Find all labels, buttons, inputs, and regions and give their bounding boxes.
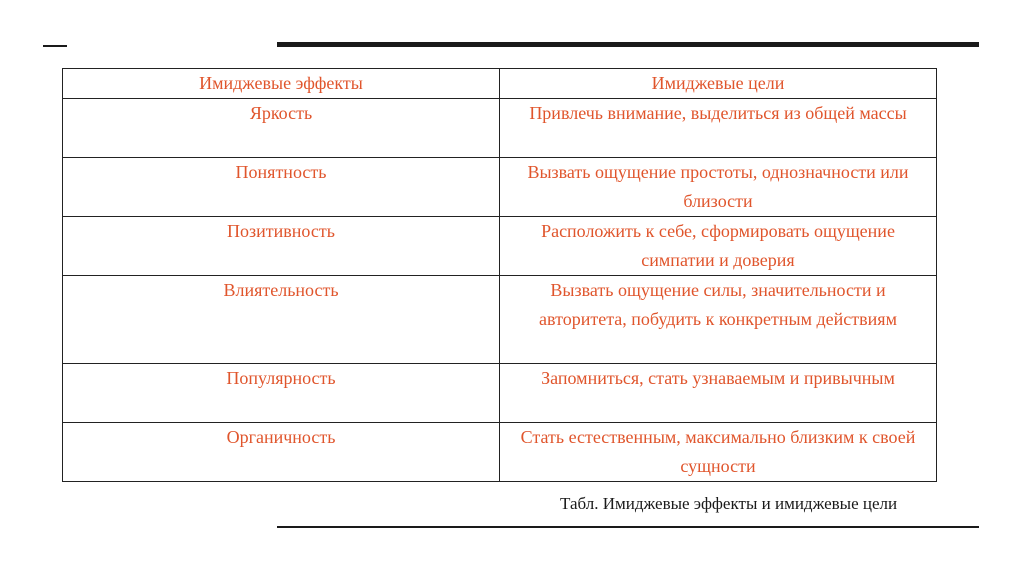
table-row <box>63 276 937 364</box>
effect-cell: Понятность <box>63 158 500 217</box>
goal-cell: Вызвать ощущение простоты, однозначности или близости <box>500 158 937 217</box>
effect-cell: Популярность <box>63 364 500 423</box>
table-row <box>63 158 937 217</box>
table-row <box>63 217 937 276</box>
goal-cell: Стать естественным, максимально близким к своей сущности <box>500 423 937 482</box>
header-effects: Имиджевые эффекты <box>63 69 500 99</box>
effect-cell: Органичность <box>63 423 500 482</box>
table-row <box>63 364 937 423</box>
effect-cell: Влиятельность <box>63 276 500 364</box>
effect-cell: Яркость <box>63 99 500 158</box>
table-caption: Табл. Имиджевые эффекты и имиджевые цели <box>560 494 898 513</box>
goal-cell: Вызвать ощущение силы, значительности и авторитета, побудить к конкретным действиям <box>500 276 937 364</box>
table-row <box>63 423 937 482</box>
short-decorative-rule <box>43 45 67 47</box>
goal-cell: Привлечь внимание, выделиться из общей массы <box>500 99 937 158</box>
goal-cell: Запомниться, стать узнаваемым и привычным <box>500 364 937 423</box>
effect-cell: Позитивность <box>63 217 500 276</box>
header-goals: Имиджевые цели <box>500 69 937 99</box>
goal-cell: Расположить к себе, сформировать ощущение симпатии и доверия <box>500 217 937 276</box>
table-row <box>63 99 937 158</box>
bottom-decorative-rule <box>277 526 979 528</box>
image-effects-table <box>62 68 937 482</box>
top-decorative-rule <box>277 42 979 47</box>
table-header-row <box>63 69 937 99</box>
